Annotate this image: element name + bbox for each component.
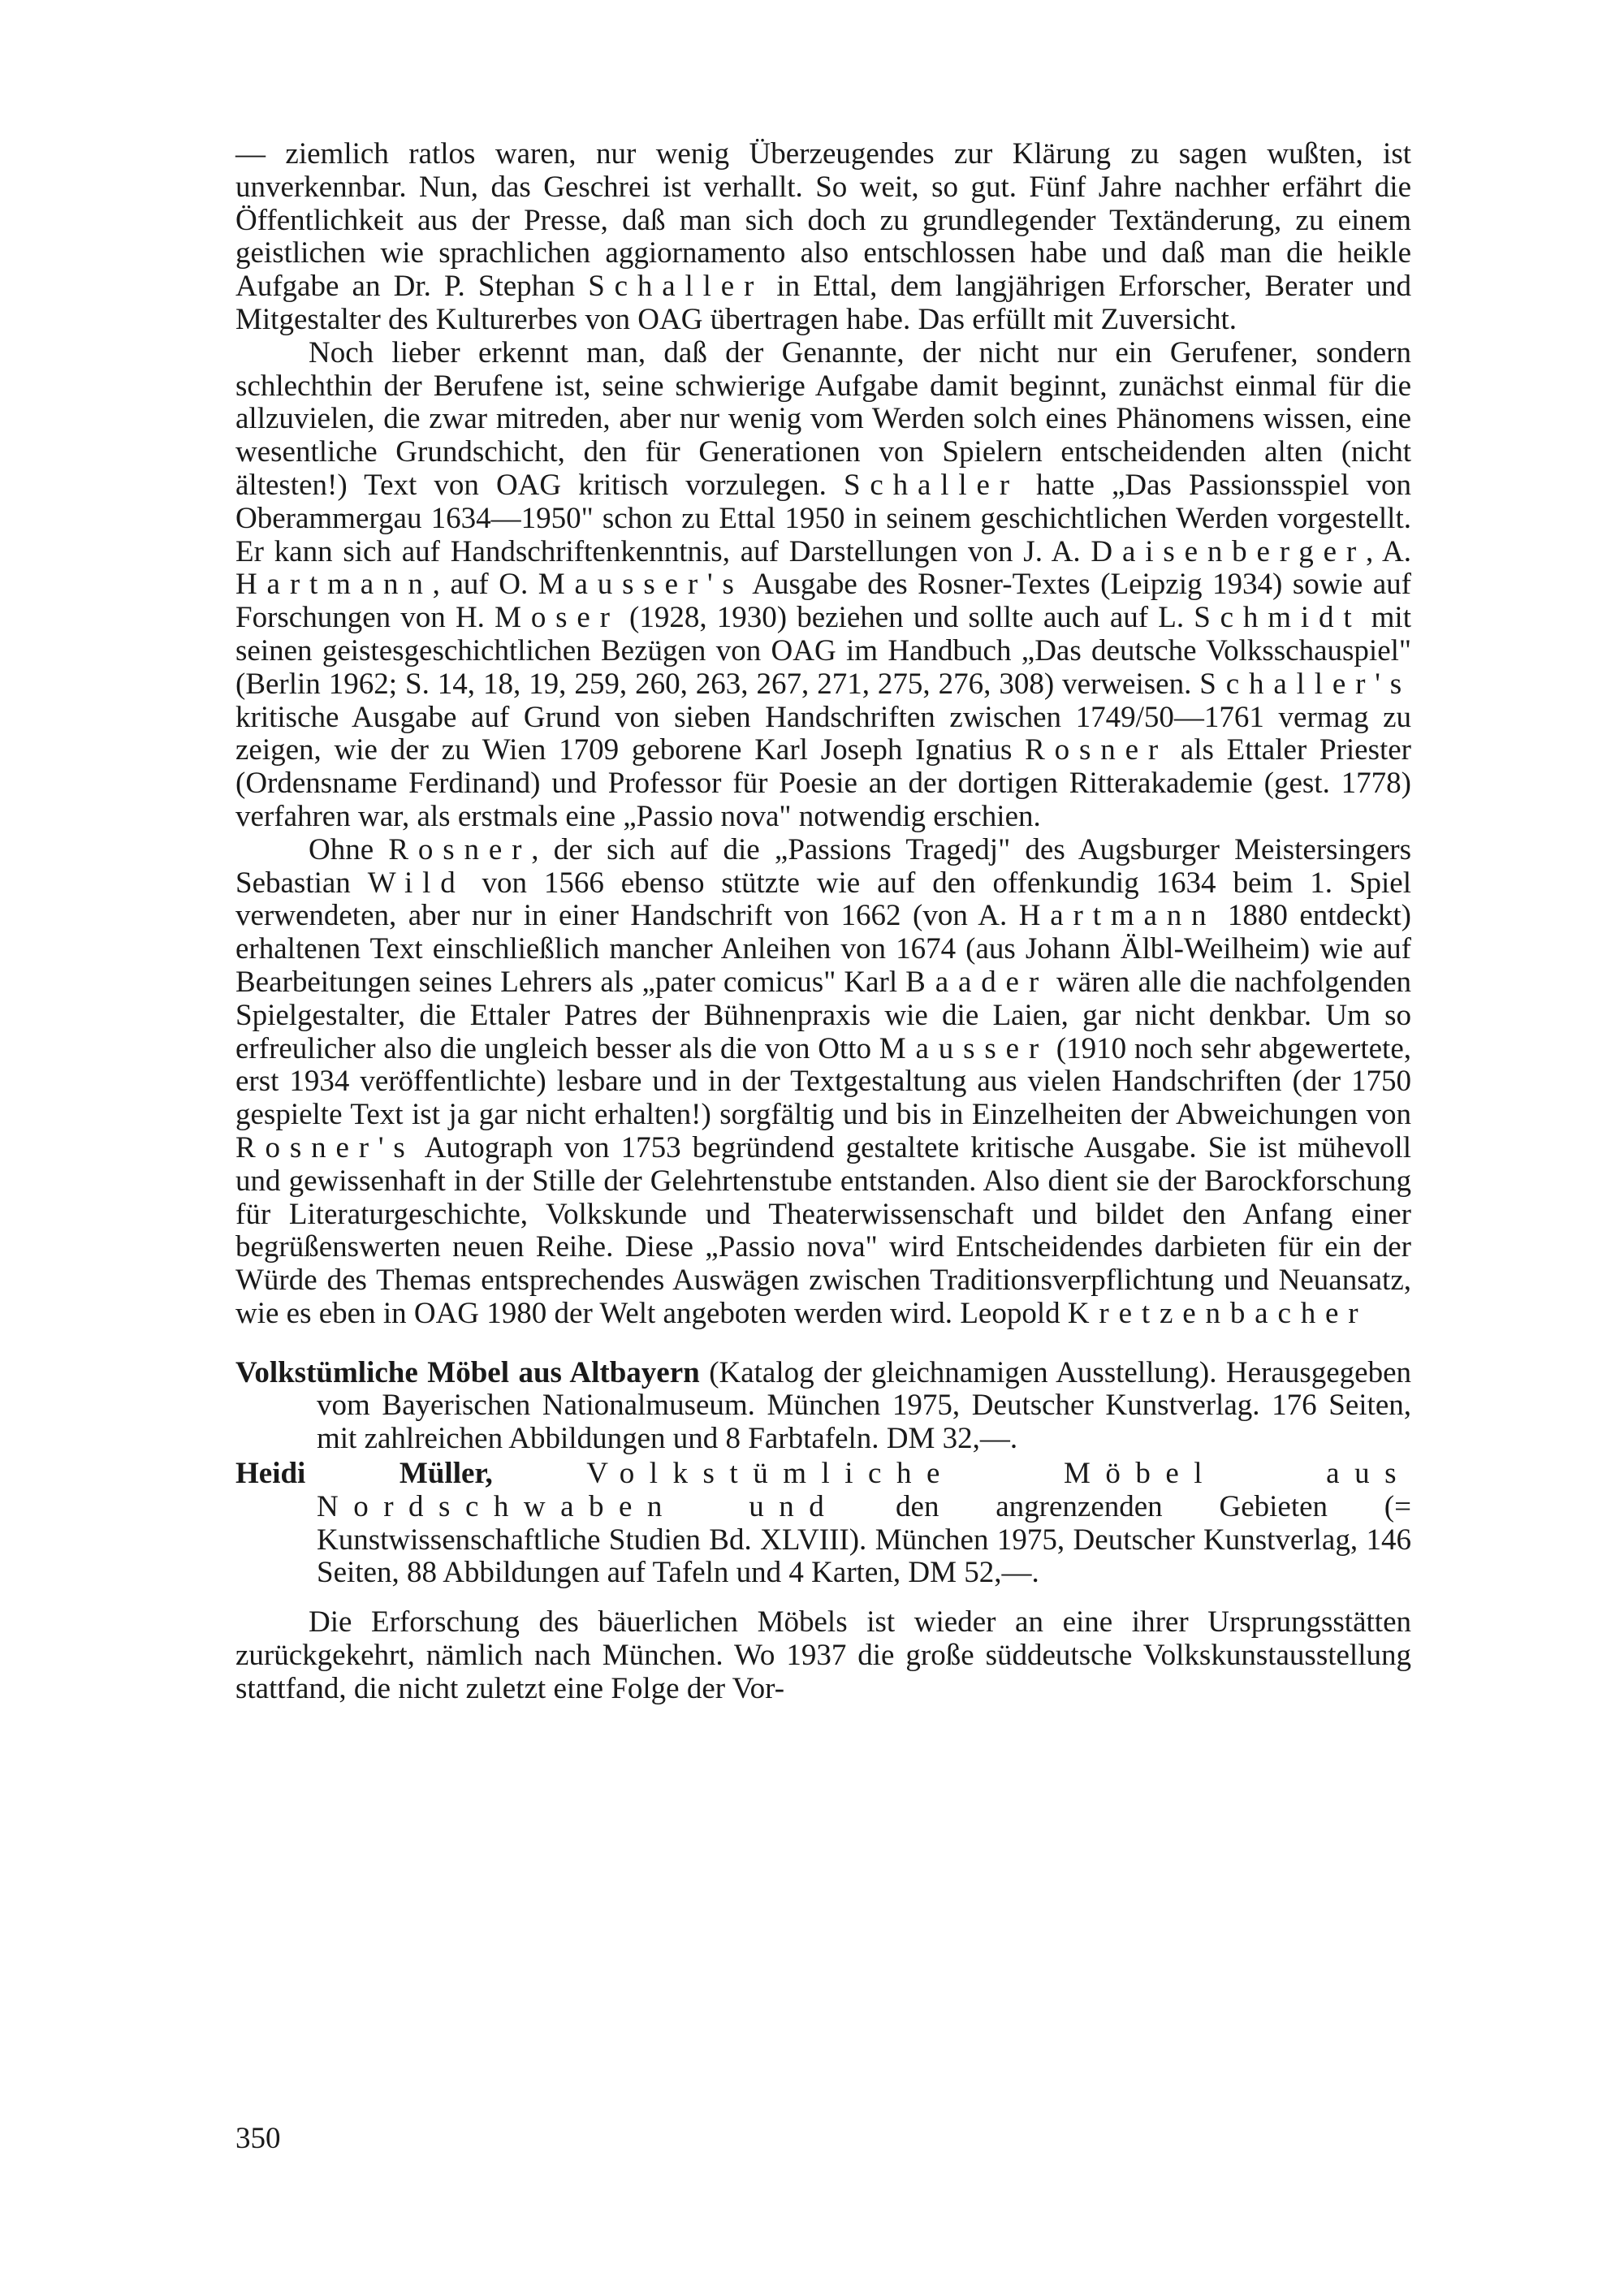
page-body: [235, 138, 1411, 1706]
author-name: Mausser: [879, 1031, 1049, 1065]
paragraph: Ohne Rosner, der sich auf die „Passions Tragedj" des Augsburger Meistersingers Sebastian Wild von 1566 ebenso stützte wie auf den offenkundig 1634 beim 1. Spiel verwendeten, aber nur in einer Handschrift von 1662 (von A. Hartmann 1880 entdeckt) erhaltenen Text einschließlich mancher Anleihen von 1674 (aus Johann Älbl-Weilheim) wie auf Bearbeitungen seines Lehrers als „pater comicus" Karl Baader wären alle die nachfolgenden Spielgestalter, die Ettaler Patres der Bühnenpraxis wie die Laien, gar nicht denkbar. Um so erfreulicher also die ungleich besser als die von Otto Mausser (1910 noch sehr abgewertete, erst 1934 veröffentlichte) lesbare und in der Textgestaltung aus vielen Handschriften (der 1750 gespielte Text ist ja gar nicht erhalten!) sorgfältig und bis in Einzelheiten der Abweichungen von Rosner's Autograph von 1753 begründend gestaltete kritische Ausgabe. Sie ist mühevoll und gewissenhaft in der Stille der Gelehrtenstube entstanden. Also dient sie der Barockforschung für Literaturgeschichte, Volkskunde und Theaterwissenschaft und bildet den Anfang einer begrüßenswerten neuen Reihe. Diese „Passio nova" wird Entscheidendes darbieten für ein der Würde des Themas entsprechendes Auswägen zwischen Traditionsverpflichtung und Neuansatz, wie es eben in OAG 1980 der Welt angeboten werden wird. Leopold Kretzenbacher: [235, 832, 1412, 1330]
author-name: Schaller's: [1199, 667, 1411, 701]
paragraph: — ziemlich ratlos waren, nur wenig Überzeugendes zur Klärung zu sagen wußten, ist unverkennbar. Nun, das Geschrei ist verhallt. So weit, so gut. Fünf Jahre nachher erfährt die Öffentlichkeit aus der Presse, daß man sich doch zu grundlegender Textänderung, zu einem geistlichen wie sprachlichen aggiornamento also entschlossen habe und daß man die heikle Aufgabe an Dr. P. Stephan Schaller in Ettal, dem langjährigen Erforscher, Berater und Mitgestalter des Kulturerbes von OAG übertragen habe. Das erfüllt mit Zuversicht.: [235, 137, 1411, 336]
author-name: Schmidt: [1194, 601, 1362, 635]
author-name: Daisenberger: [1091, 534, 1367, 568]
review-kretzenbacher: [235, 138, 1411, 1331]
author-name: Rosner: [1025, 733, 1168, 767]
author-name: Rosner's: [235, 1130, 415, 1164]
author-name: Hartmann: [235, 568, 433, 602]
author-name: Hartmann: [1018, 899, 1216, 933]
paragraph: Die Erforschung des bäuerlichen Möbels ist wieder an eine ihrer Ursprungsstätten zurückgekehrt, nämlich nach München. Wo 1937 die große süddeutsche Volkskunstausstellung stattfand, die nicht zuletzt eine Folge der Vor-: [235, 1605, 1411, 1705]
author-name: Baader: [905, 965, 1048, 999]
bibliography-entry: Heidi Müller, Volkstümliche Möbel aus Nordschwaben und den angrenzenden Gebieten (= Kunstwissenschaftliche Studien Bd. XLVIII). München 1975, Deutscher Kunstverlag, 146 Seiten, 88 Abbildungen auf Tafeln und 4 Karten, DM 52,—.: [235, 1457, 1411, 1590]
paragraph: Noch lieber erkennt man, daß der Genannte, der nicht nur ein Gerufener, sondern schlechthin der Berufene ist, seine schwierige Aufgabe damit beginnt, zunächst einmal für die allzuvielen, die zwar mitreden, aber nur wenig vom Werden solch eines Phänomens wissen, eine wesentliche Grundschicht, den für Generationen von Spielern entscheidenden alten (nicht ältesten!) Text von OAG kritisch vorzulegen. Schaller hatte „Das Passionsspiel von Oberammergau 1634—1950" schon zu Ettal 1950 in seinem geschichtlichen Werden vorgestellt. Er kann sich auf Handschriftenkenntnis, auf Darstellungen von J. A. Daisenberger, A. Hartmann, auf O. Mausser's Ausgabe des Rosner-Textes (Leipzig 1934) sowie auf Forschungen von H. Moser (1928, 1930) beziehen und sollte auch auf L. Schmidt mit seinen geistesgeschichtlichen Bezügen von OAG im Handbuch „Das deutsche Volksschauspiel" (Berlin 1962; S. 14, 18, 19, 259, 260, 263, 267, 271, 275, 276, 308) verweisen. Schaller's kritische Ausgabe auf Grund von sieben Handschriften zwischen 1749/50—1761 vermag zu zeigen, wie der zu Wien 1709 geborene Karl Joseph Ignatius Rosner als Ettaler Priester (Ordensname Ferdinand) und Professor für Poesie an der dortigen Ritterakademie (gest. 1778) verfahren war, als erstmals eine „Passio nova" notwendig erschien.: [235, 335, 1412, 833]
page-number: 350: [235, 2122, 281, 2155]
author-name: Rosner: [388, 832, 532, 866]
book-title: Volkstümliche Möbel aus Nordschwaben und: [317, 1457, 1411, 1523]
signature: Leopold Kretzenbacher: [960, 1296, 1368, 1330]
author-name: Moser: [495, 601, 620, 635]
book-author: Heidi Müller,: [235, 1457, 493, 1491]
author-name: Schaller: [588, 270, 764, 304]
book-title: Volkstümliche Möbel aus Altbayern: [235, 1355, 700, 1389]
author-name: Wild: [367, 866, 465, 900]
bibliography: [235, 1357, 1411, 1591]
bibliography-entry: Volkstümliche Möbel aus Altbayern (Katalog der gleichnamigen Ausstellung). Herausgegeben vom Bayerischen Nationalmuseum. München 1975, Deutscher Kunstverlag. 176 Seiten, mit zahlreichen Abbildungen und 8 Farbtafeln. DM 32,—.: [235, 1355, 1411, 1456]
review-moebel: [235, 1606, 1411, 1705]
author-name: Mausser's: [538, 568, 744, 602]
author-name: Schaller: [843, 468, 1019, 502]
